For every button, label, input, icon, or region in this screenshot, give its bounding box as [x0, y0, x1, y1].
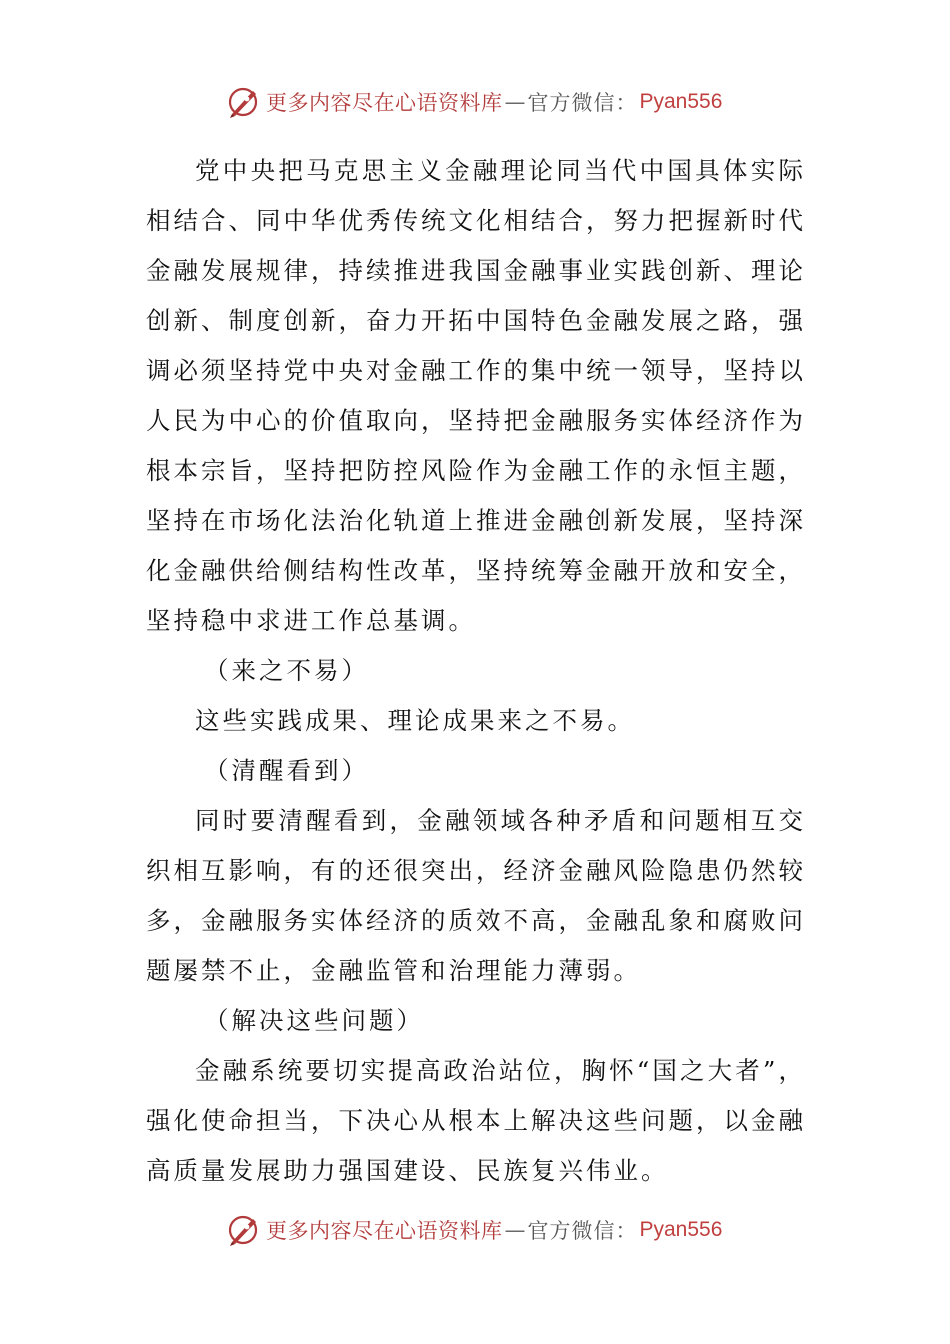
paragraph-solutions: 金融系统要切实提高政治站位，胸怀“国之大者”，强化使命担当，下决心从根本上解决这些问题，以金融高质量发展助力强国建设、民族复兴伟业。 — [146, 1056, 806, 1185]
watermark-dash: — — [504, 90, 526, 114]
section-heading-hard-won: （来之不易） — [204, 656, 369, 685]
watermark-dash: — — [504, 1218, 526, 1242]
wechat-id: Pyan556 — [639, 90, 723, 113]
header-watermark-banner — [226, 82, 722, 122]
watermark-slogan: 更多内容尽在心语资料库 — [266, 91, 503, 115]
document-body — [146, 146, 806, 1196]
watermark-slogan: 更多内容尽在心语资料库 — [266, 1219, 503, 1243]
paragraph-financial-theory: 党中央把马克思主义金融理论同当代中国具体实际相结合、同中华优秀传统文化相结合，努力把握新时代金融发展规律，持续推进我国金融事业实践创新、理论创新、制度创新，奋力开拓中国特色金融发展之路，强调必须坚持党中央对金融工作的集中统一领导，坚持以人民为中心的价值取向，坚持把金融服务实体经济作为根本宗旨，坚持把防控风险作为金融工作的永恒主题，坚持在市场化法治化轨道上推进金融创新发展，坚持深化金融供给侧结构性改革，坚持统筹金融开放和安全，坚持稳中求进工作总基调。 — [146, 156, 806, 635]
paragraph-hard-won: 这些实践成果、理论成果来之不易。 — [195, 706, 635, 735]
pen-logo-icon — [226, 85, 260, 119]
wechat-label: 官方微信： — [527, 1219, 638, 1243]
paragraph-problems: 同时要清醒看到，金融领域各种矛盾和问题相互交织相互影响，有的还很突出，经济金融风险隐患仍然较多，金融服务实体经济的质效不高，金融乱象和腐败问题屡禁不止，金融监管和治理能力薄弱。 — [146, 806, 806, 985]
section-heading-solve-problems: （解决这些问题） — [204, 1006, 424, 1035]
wechat-label: 官方微信： — [527, 91, 638, 115]
pen-logo-icon — [226, 1213, 260, 1247]
wechat-id: Pyan556 — [639, 1218, 723, 1241]
section-heading-clear-view: （清醒看到） — [204, 756, 369, 785]
footer-watermark-banner — [226, 1210, 722, 1250]
